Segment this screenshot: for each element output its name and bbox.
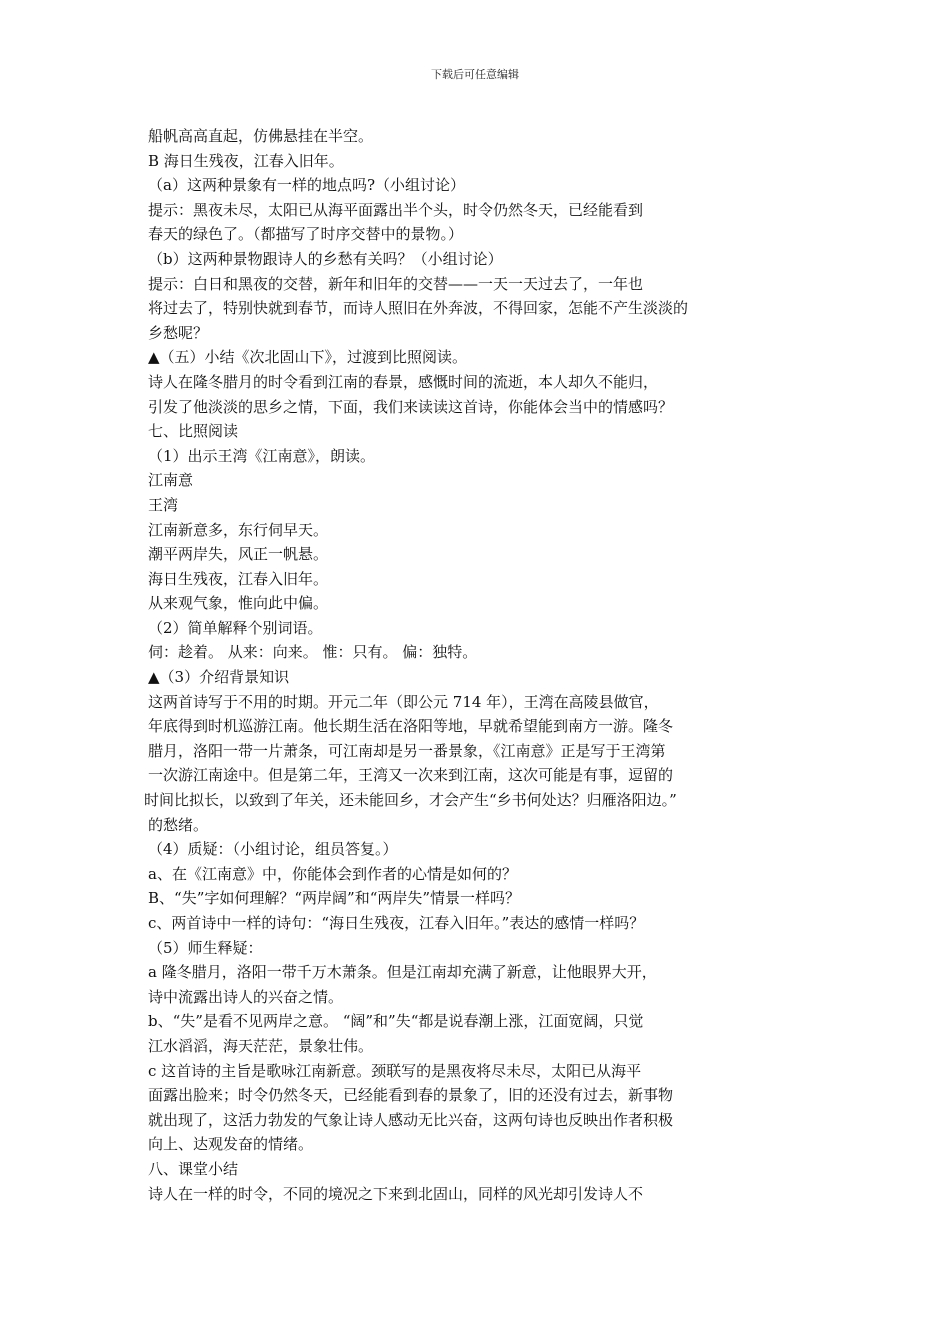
text-line: （b）这两种景物跟诗人的乡愁有关吗？（小组讨论） bbox=[148, 249, 503, 268]
text-line: （4）质疑：（小组讨论，组员答复。） bbox=[148, 840, 398, 859]
text-line: 船帆高高直起，仿佛悬挂在半空。 bbox=[148, 127, 374, 145]
text-line: B、“失”字如何理解？“两岸阔”和“两岸失”情景一样吗？ bbox=[148, 889, 521, 908]
text-line: 诗中流露出诗人的兴奋之情。 bbox=[148, 987, 344, 1006]
poem-author: 王湾 bbox=[148, 495, 179, 514]
text-line: 向上、达观发奋的情绪。 bbox=[148, 1135, 314, 1154]
section-heading: ▲（3）介绍背景知识 bbox=[148, 668, 290, 687]
text-line: 腊月，洛阳一带一片萧条，可江南却是另一番景象，《江南意》正是写于王湾第 bbox=[148, 741, 666, 760]
text-line: 年底得到时机巡游江南。他长期生活在洛阳等地，早就希望能到南方一游。隆冬 bbox=[148, 717, 674, 736]
text-line: 诗人在一样的时令，不同的境况之下来到北固山，同样的风光却引发诗人不 bbox=[148, 1184, 644, 1203]
text-line: 江水滔滔，海天茫茫，景象壮伟。 bbox=[148, 1036, 374, 1055]
poem-line: 江南新意多，东行伺早天。 bbox=[148, 520, 329, 539]
text-line: （1）出示王湾《江南意》，朗读。 bbox=[148, 446, 376, 465]
text-line: a 隆冬腊月，洛阳一带千万木萧条。但是江南却充满了新意，让他眼界大开， bbox=[148, 963, 657, 982]
document-body bbox=[144, 124, 788, 1206]
section-heading: 七、比照阅读 bbox=[148, 422, 239, 441]
text-line: 一次游江南途中。但是第二年，王湾又一次来到江南，这次可能是有事，逗留的 bbox=[148, 766, 674, 785]
text-line: b、“失”是看不见两岸之意。 “阔”和”失“都是说春潮上涨，江面宽阔，只觉 bbox=[148, 1012, 644, 1031]
poem-line: 海日生残夜，江春入旧年。 bbox=[148, 569, 329, 588]
text-line: c 这首诗的主旨是歌咏江南新意。颈联写的是黑夜将尽未尽，太阳已从海平 bbox=[148, 1061, 642, 1080]
text-line: 将过去了，特别快就到春节，而诗人照旧在外奔波，不得回家，怎能不产生淡淡的 bbox=[148, 299, 689, 318]
page-header: 下载后可任意编辑 bbox=[431, 68, 519, 81]
poem-line: 潮平两岸失，风正一帆悬。 bbox=[148, 545, 329, 564]
text-line: 乡愁呢？ bbox=[148, 323, 209, 342]
text-line: 引发了他淡淡的思乡之情，下面，我们来读读这首诗，你能体会当中的情感吗？ bbox=[148, 397, 674, 416]
text-line: 时间比拟长，以致到了年关，还未能回乡，才会产生“乡书何处达？归雁洛阳边。” bbox=[144, 791, 677, 810]
text-line: 这两首诗写于不用的时期。开元二年（即公元 714 年），王湾在高陵县做官， bbox=[148, 692, 659, 711]
text-line: 提示：白日和黑夜的交替，新年和旧年的交替——一天一天过去了，一年也 bbox=[148, 274, 644, 293]
text-line: 的愁绪。 bbox=[148, 815, 209, 834]
text-line: （5）师生释疑： bbox=[148, 938, 263, 957]
text-line: （a）这两种景象有一样的地点吗?（小组讨论） bbox=[148, 176, 465, 195]
text-line: a、在《江南意》中，你能体会到作者的心情是如何的？ bbox=[148, 864, 517, 883]
text-line: 诗人在隆冬腊月的时令看到江南的春景，感慨时间的流逝，本人却久不能归， bbox=[148, 372, 659, 391]
text-line: 面露出脸来；时令仍然冬天，已经能看到春的景象了，旧的还没有过去，新事物 bbox=[148, 1086, 674, 1105]
text-line: 伺：趁着。 从来：向来。 惟：只有。 偏：独特。 bbox=[148, 643, 478, 662]
poem-line: 从来观气象，惟向此中偏。 bbox=[148, 594, 329, 613]
text-line: （2）简单解释个别词语。 bbox=[148, 618, 323, 637]
text-line: 春天的绿色了。（都描写了时序交替中的景物。） bbox=[148, 225, 464, 244]
text-line: 提示：黑夜未尽，太阳已从海平面露出半个头，时令仍然冬天，已经能看到 bbox=[148, 200, 644, 219]
section-heading: ▲（五）小结《次北固山下》，过渡到比照阅读。 bbox=[148, 348, 468, 367]
text-line: 就出现了，这活力勃发的气象让诗人感动无比兴奋，这两句诗也反映出作者积极 bbox=[148, 1110, 674, 1129]
text-line: c、两首诗中一样的诗句：“海日生残夜，江春入旧年。”表达的感情一样吗？ bbox=[148, 914, 645, 932]
poem-title: 江南意 bbox=[148, 471, 194, 490]
text-line: B 海日生残夜，江春入旧年。 bbox=[148, 151, 344, 170]
section-heading: 八、课堂小结 bbox=[148, 1159, 239, 1178]
